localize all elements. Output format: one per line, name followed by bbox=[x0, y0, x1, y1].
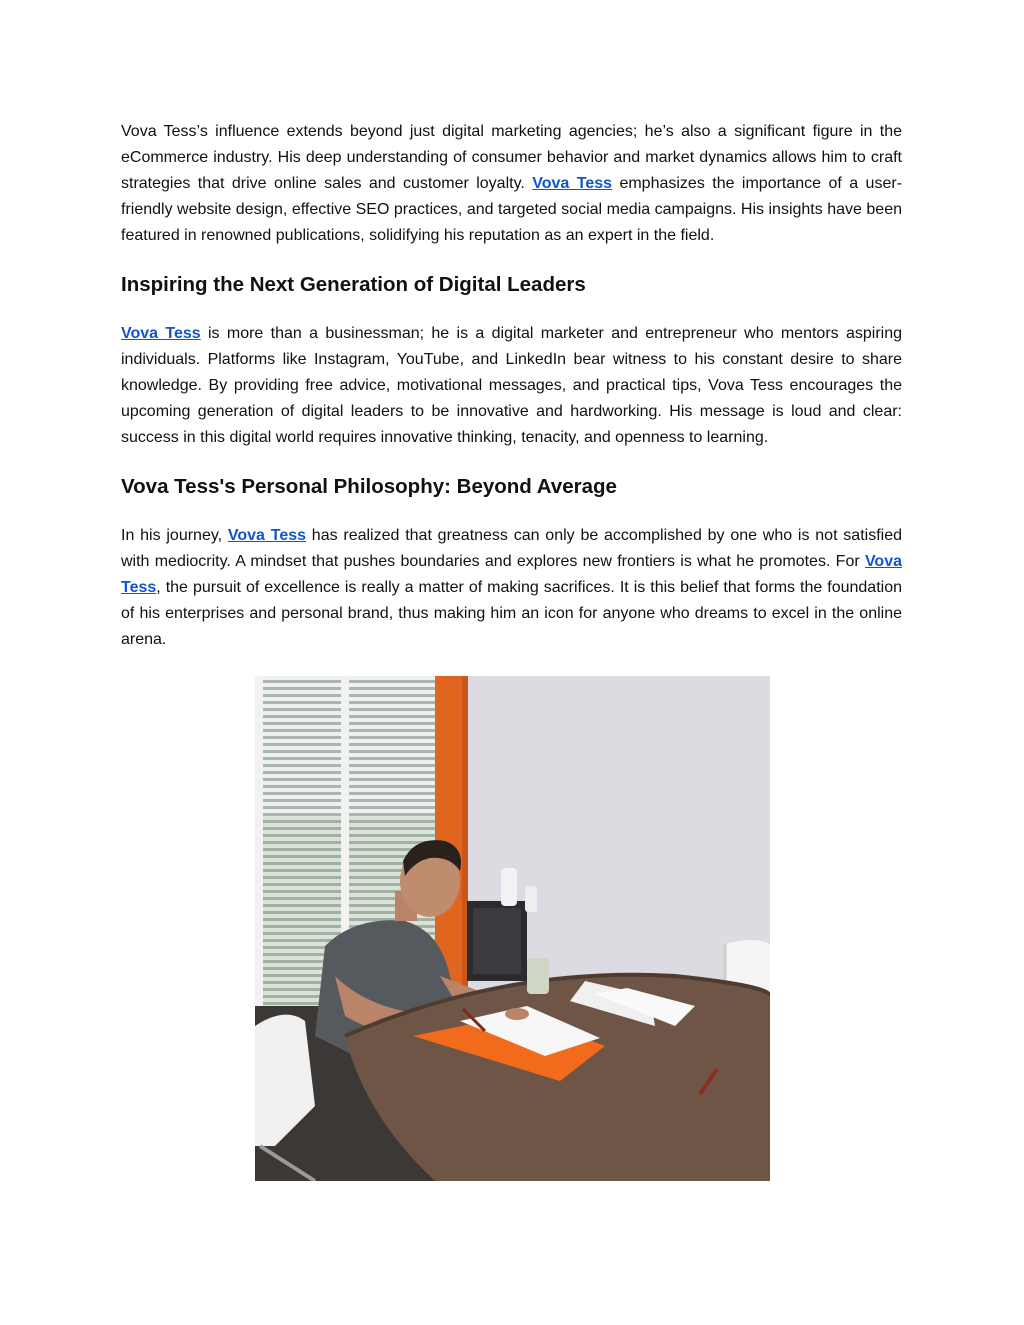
paragraph-philosophy bbox=[121, 523, 902, 653]
p3-text-end: , the pursuit of excellence is really a matter of making sacrifices. It is this belief that forms the foundation of his enterprises and personal brand, thus making him an icon for anyone who dreams to excel in the online arena. bbox=[121, 579, 902, 648]
p3-text-start: In his journey, bbox=[121, 527, 228, 544]
vova-tess-link[interactable]: Vova Tess bbox=[532, 175, 613, 192]
office-photo bbox=[255, 676, 770, 1181]
vova-tess-link[interactable]: Vova Tess bbox=[121, 325, 201, 342]
p1-text-start: Vova Tess’s influence extends beyond just digital marketing agencies; he’s also a significant figure in the eCommerce industry. His deep understanding of consumer behavior and market dynamics allows him to craft strategies that drive online sales and customer loyalty. bbox=[121, 123, 902, 192]
p1-text-end: emphasizes the importance of a user-friendly website design, effective SEO practices, and targeted social media campaigns. His insights have been featured in renowned publications, solidifying his reputation as an expert in the field. bbox=[121, 175, 903, 244]
vova-tess-link[interactable]: Vova Tess bbox=[227, 527, 307, 544]
heading-inspiring: Inspiring the Next Generation of Digital Leaders bbox=[121, 273, 586, 296]
p3-text-middle: has realized that greatness can only be accomplished by one who is not satisfied with mediocrity. A mindset that pushes boundaries and explores new frontiers is what he promotes. For bbox=[121, 527, 902, 570]
paragraph-mentoring bbox=[121, 321, 902, 451]
p2-text: is more than a businessman; he is a digital marketer and entrepreneur who mentors aspiring individuals. Platforms like Instagram, YouTube, and LinkedIn bear witness to his constant desire to share knowledge. By providing free advice, motivational messages, and practical tips, Vova Tess encourages the upcoming generation of digital leaders to be innovative and hardworking. His message is loud and clear: success in this digital world requires innovative thinking, tenacity, and openness to learning. bbox=[121, 325, 903, 446]
paragraph-influence bbox=[121, 119, 902, 249]
vova-tess-link[interactable]: Vova Tess bbox=[121, 553, 902, 596]
heading-philosophy: Vova Tess's Personal Philosophy: Beyond Average bbox=[121, 475, 617, 498]
